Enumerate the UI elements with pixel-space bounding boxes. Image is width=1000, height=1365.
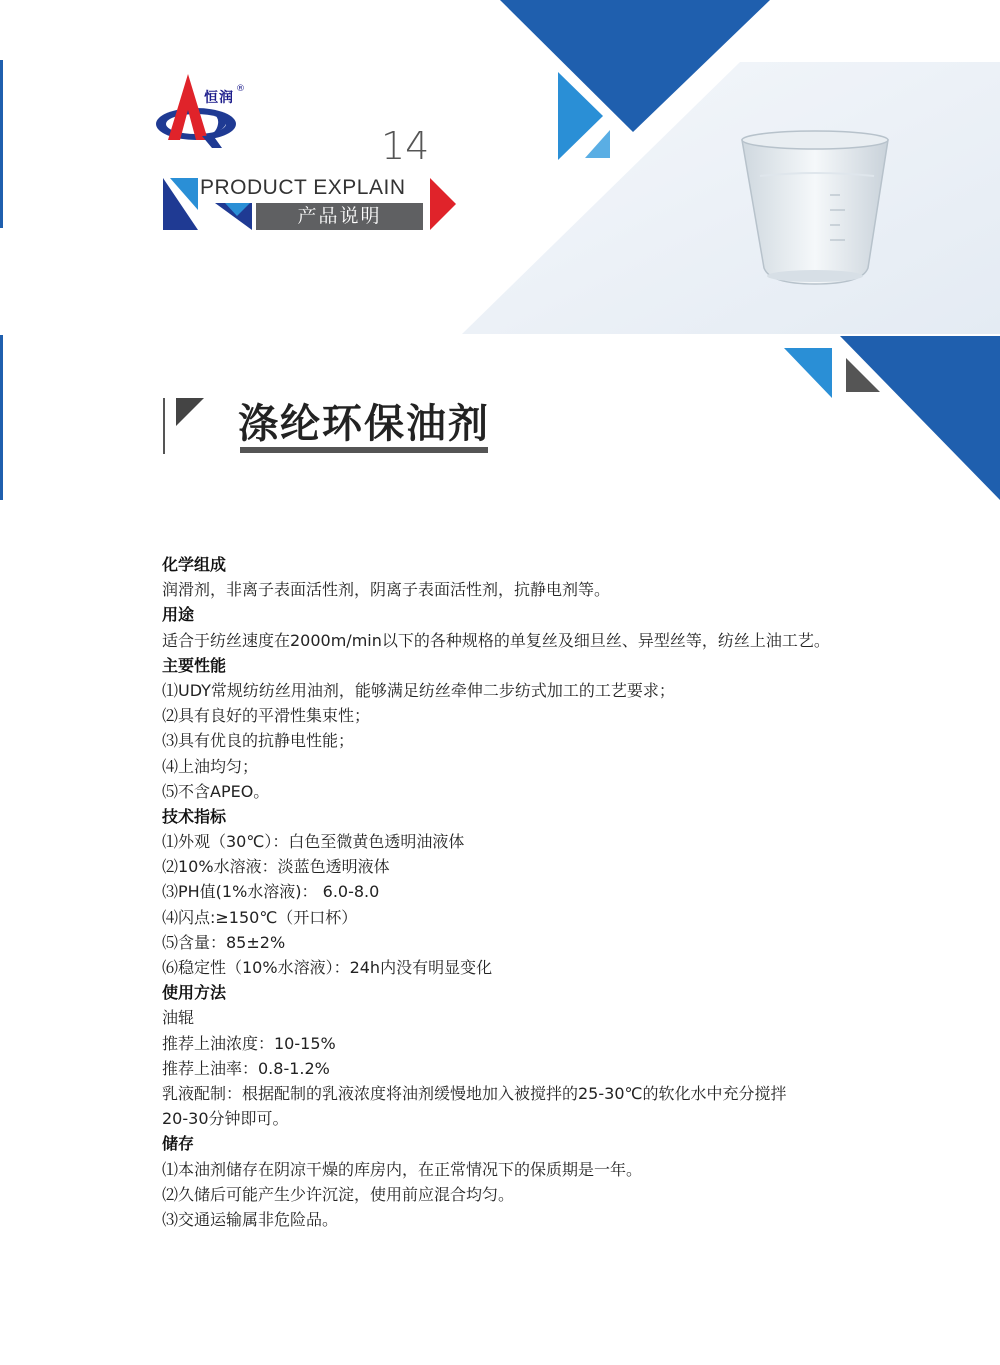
- section-label-en: PRODUCT EXPLAIN: [200, 176, 406, 199]
- light-panel: [462, 62, 1000, 334]
- section-line: ⑴本油剂储存在阴凉干燥的库房内，在正常情况下的保质期是一年。: [162, 1159, 643, 1179]
- company-logo-icon: [156, 74, 236, 148]
- right-blue-triangle: [840, 336, 1000, 500]
- section-line: ⑶交通运输属非危险品。: [162, 1209, 339, 1229]
- section-line: ⑸不含APEO。: [162, 781, 270, 801]
- section-line: ⑵具有良好的平滑性集束性；: [162, 706, 371, 726]
- light-blue-small-triangle: [585, 130, 610, 158]
- section-line: ⑹稳定性（10%水溶液）：24h内没有明显变化: [162, 958, 493, 977]
- section-heading: 储存: [162, 1134, 195, 1154]
- section-line: ⑶PH值(1%水溶液)： 6.0-8.0: [162, 882, 380, 902]
- section-heading: 使用方法: [162, 983, 227, 1003]
- header-decoration: [0, 0, 1000, 520]
- registered-mark: ®: [236, 84, 245, 94]
- beaker-image: [742, 131, 888, 284]
- section-line: 推荐上油浓度：10-15%: [162, 1033, 336, 1053]
- section-line: ⑶具有优良的抗静电性能；: [162, 731, 355, 751]
- section-line: ⑷闪点:≥150℃（开口杯）: [162, 907, 358, 927]
- title-side-bar: [163, 398, 165, 454]
- section-line: ⑷上油均匀；: [162, 756, 259, 776]
- section-heading: 用途: [162, 605, 195, 625]
- section-line: 油辊: [162, 1008, 195, 1028]
- left-edge-bar-bottom: [0, 335, 3, 500]
- title-underline: [240, 447, 488, 453]
- section-line: ⑵10%水溶液：淡蓝色透明液体: [162, 857, 390, 877]
- page-number: 14: [381, 124, 430, 168]
- section-label-cn: 产品说明: [297, 205, 382, 227]
- section-line: 推荐上油率：0.8-1.2%: [162, 1058, 330, 1078]
- section-line: 乳液配制：根据配制的乳液浓度将油剂缓慢地加入被搅拌的25-30℃的软化水中充分搅拌: [162, 1083, 787, 1103]
- title-marker-icon: [176, 398, 204, 426]
- product-title: 涤纶环保油剂: [238, 401, 490, 447]
- section-heading: 技术指标: [162, 806, 227, 826]
- section-line: 适合于纺丝速度在2000m/min以下的各种规格的单复丝及细旦丝、异型丝等，纺丝上油工艺。: [162, 630, 830, 650]
- product-spec-content: [162, 552, 882, 1232]
- right-light-blue-triangle: [784, 348, 832, 398]
- section-line: ⑴UDY常规纺纺丝用油剂，能够满足纺丝牵伸二步纺式加工的工艺要求；: [162, 680, 675, 700]
- left-edge-bar-top: [0, 60, 3, 228]
- section-line: 润滑剂，非离子表面活性剂，阴离子表面活性剂，抗静电剂等。: [162, 580, 611, 600]
- brand-name: 恒润: [204, 90, 234, 106]
- section-line: ⑴外观（30℃）：白色至微黄色透明油液体: [162, 832, 465, 852]
- section-heading: 主要性能: [162, 655, 227, 675]
- section-line: 20-30分钟即可。: [162, 1109, 289, 1129]
- badge-red-arrow: [430, 178, 456, 230]
- section-line: ⑵久储后可能产生少许沉淀，使用前应混合均匀。: [162, 1184, 515, 1204]
- section-heading: 化学组成: [162, 555, 227, 574]
- section-line: ⑸含量：85±2%: [162, 932, 286, 952]
